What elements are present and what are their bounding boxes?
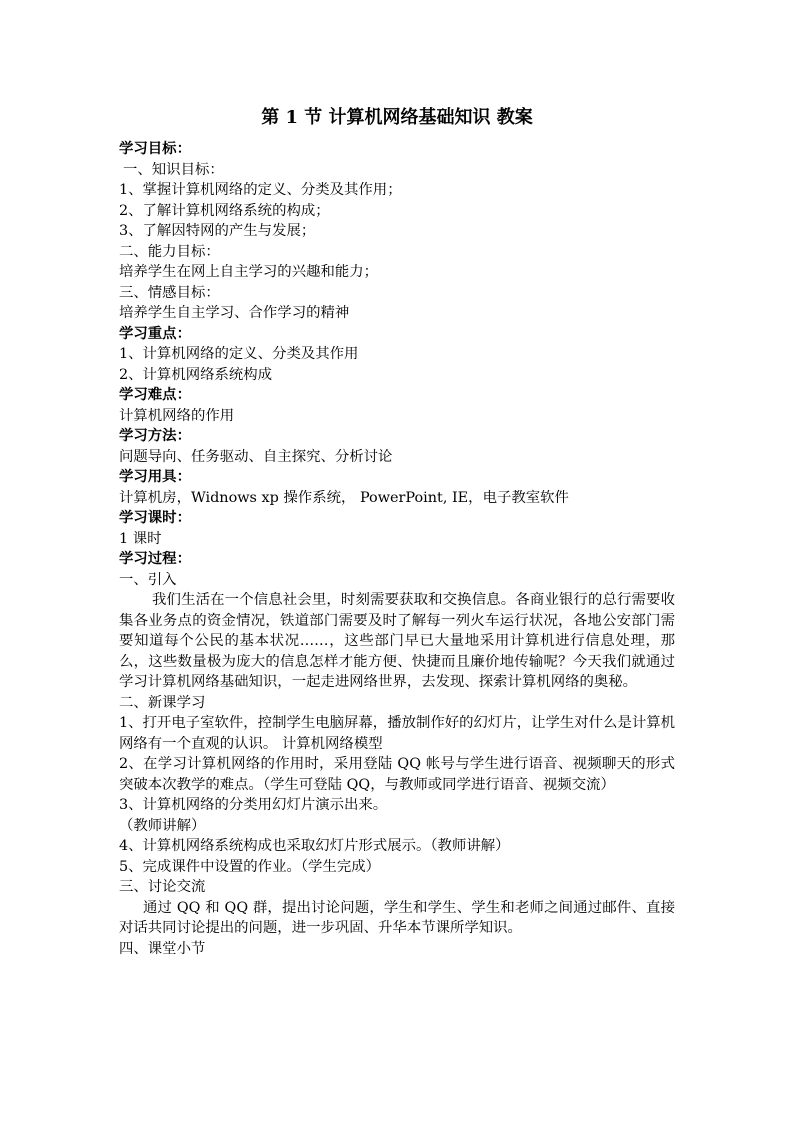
- methods: 问题导向、任务驱动、自主探究、分析讨论: [119, 448, 393, 465]
- heading-methods: 学习方法：: [119, 427, 191, 444]
- section-introduction: 一、引入: [119, 571, 177, 588]
- heading-tools: 学习用具：: [119, 468, 191, 485]
- new-lesson-step-3-note: （教师讲解）: [119, 817, 206, 834]
- ability-goal: 培养学生在网上自主学习的兴趣和能力；: [119, 264, 379, 280]
- new-lesson-step-5: 5、完成课件中设置的作业。（学生完成）: [119, 858, 380, 875]
- key-point-2: 2、计算机网络系统构成: [119, 366, 273, 383]
- discussion-paragraph: 通过 QQ 和 QQ 群，提出讨论问题，学生和学生、学生和老师之间通过邮件、直接对话共同讨论提出的问题，进一步巩固、升华本节课所学知识。: [119, 899, 675, 936]
- heading-difficulties: 学习难点：: [119, 386, 191, 403]
- knowledge-goal-1: 1、掌握计算机网络的定义、分类及其作用；: [119, 182, 402, 198]
- new-lesson-step-2: 2、在学习计算机网络的作用时，采用登陆 QQ 帐号与学生进行语音、视频聊天的形式突破本次教学的难点。（学生可登陆 QQ，与教师或同学进行语音、视频交流）: [119, 756, 675, 793]
- heading-class-hours: 学习课时：: [119, 509, 191, 526]
- heading-key-points: 学习重点：: [119, 324, 191, 342]
- knowledge-goal-2: 2、了解计算机网络系统的构成；: [119, 202, 330, 219]
- emotion-goals-heading: 三、情感目标：: [119, 284, 220, 301]
- new-lesson-step-4: 4、计算机网络系统构成也采取幻灯片形式展示。（教师讲解）: [119, 838, 510, 854]
- class-hours: 1 课时: [119, 530, 162, 547]
- heading-learning-goals: 学习目标：: [119, 140, 191, 157]
- document-title: 第 1 节 计算机网络基础知识 教案: [261, 107, 533, 128]
- emotion-goal: 培养学生自主学习、合作学习的精神: [119, 305, 350, 321]
- document-body: [119, 139, 675, 959]
- section-new-lesson: 二、新课学习: [119, 694, 206, 711]
- difficulty: 计算机网络的作用: [119, 407, 235, 424]
- section-discussion: 三、讨论交流: [119, 879, 206, 895]
- introduction-paragraph: 我们生活在一个信息社会里，时刻需要获取和交换信息。各商业银行的总行需要收集各业务点的资金情况，铁道部门需要及时了解每一列火车运行状况，各地公安部门需要知道每个公民的基本状况……，这些部门早已大量地采用计算机进行信息处理，那么，这些数量极为庞大的信息怎样才能方便、快捷而且廉价地传输呢？今天我们就通过学习计算机网络基础知识，一起走进网络世界，去发现、探索计算机网络的奥秘。: [119, 592, 675, 690]
- new-lesson-step-1: 1、打开电子室软件，控制学生电脑屏幕，播放制作好的幻灯片，让学生对什么是计算机网络有一个直观的认识。 计算机网络模型: [119, 715, 676, 752]
- section-summary: 四、课堂小节: [119, 940, 206, 957]
- new-lesson-step-3: 3、计算机网络的分类用幻灯片演示出来。: [119, 797, 388, 813]
- key-point-1: 1、计算机网络的定义、分类及其作用: [119, 346, 359, 362]
- knowledge-goal-3: 3、了解因特网的产生与发展；: [119, 223, 316, 239]
- knowledge-goals-heading: 一、知识目标：: [123, 161, 224, 178]
- ability-goals-heading: 二、能力目标：: [119, 243, 220, 260]
- heading-process: 学习过程：: [119, 550, 191, 567]
- tools: 计算机房，Widnows xp 操作系统， PowerPoint, IE，电子教室软件: [119, 489, 569, 506]
